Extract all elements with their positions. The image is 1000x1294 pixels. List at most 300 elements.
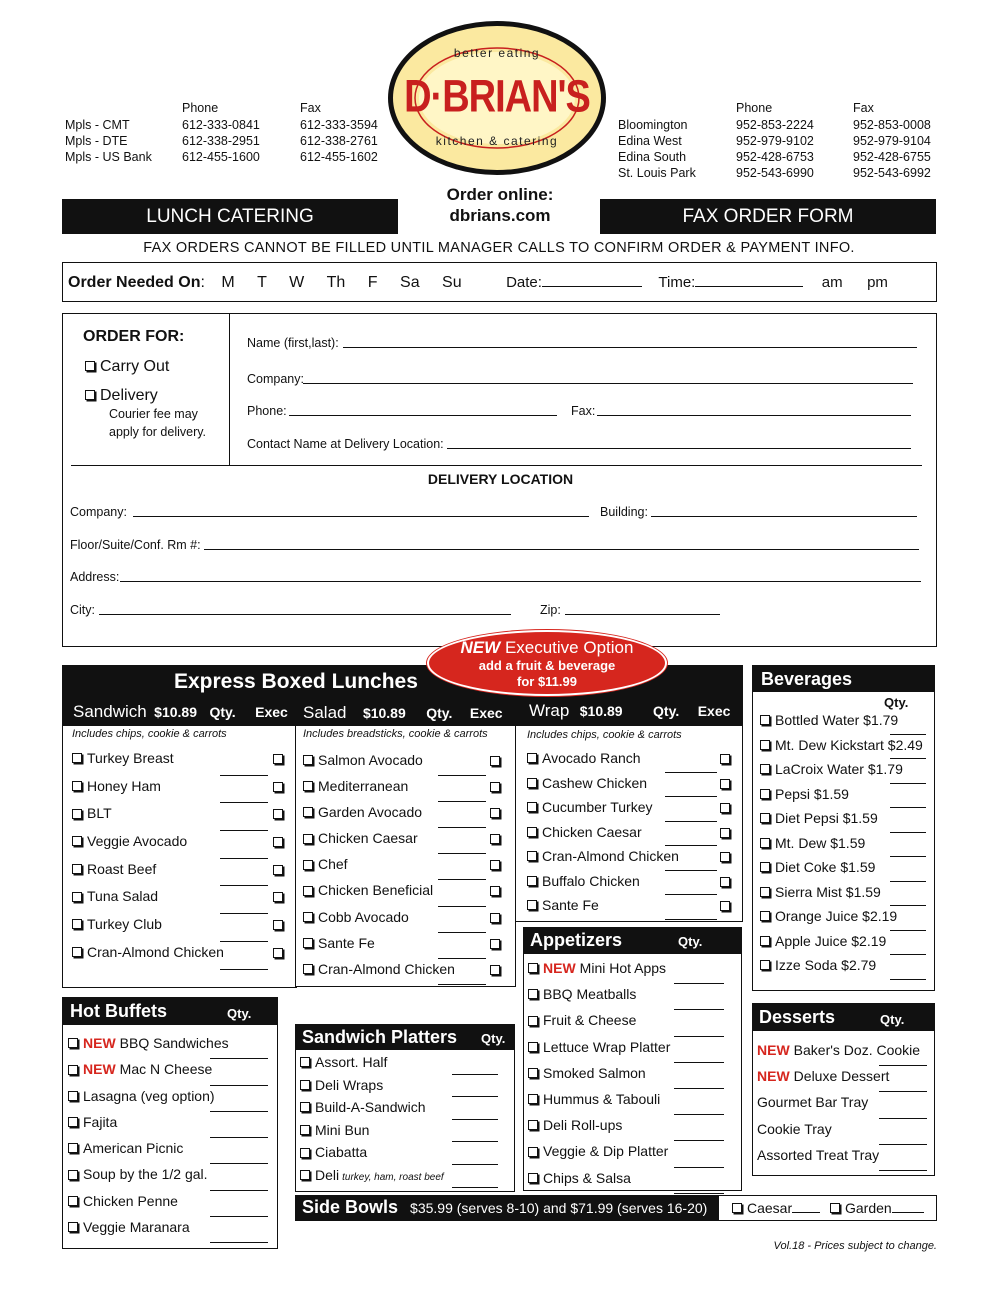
contact-label: Contact Name at Delivery Location: — [247, 437, 444, 451]
item-label: Deli Wraps — [315, 1076, 384, 1093]
item-label: Assorted Treat Tray — [757, 1146, 880, 1163]
time-field[interactable] — [695, 275, 803, 287]
list-item — [528, 1039, 738, 1065]
delivery-option[interactable]: Delivery — [85, 387, 158, 405]
checkbox-icon[interactable] — [303, 807, 313, 817]
item-label: Deluxe Dessert — [793, 1068, 890, 1085]
item-label: Ciabatta — [315, 1144, 368, 1161]
company-label: Company: — [247, 372, 304, 386]
checkbox-icon[interactable] — [527, 900, 537, 910]
qty-line[interactable] — [674, 1088, 724, 1089]
checkbox-icon[interactable] — [490, 756, 500, 766]
item-label: Soup by the 1/2 gal. — [83, 1166, 208, 1183]
qty-line[interactable] — [438, 853, 486, 854]
item-label: Salmon Avocado — [318, 752, 423, 768]
checkbox-icon[interactable] — [527, 753, 537, 763]
qty-line[interactable] — [879, 1091, 927, 1092]
checkbox-icon[interactable] — [68, 1117, 78, 1127]
checkbox-icon[interactable] — [720, 803, 730, 813]
checkbox-icon[interactable] — [760, 862, 770, 872]
checkbox-icon[interactable] — [68, 1038, 78, 1048]
sandwich-header: Sandwich $10.89 Qty. Exec — [73, 702, 288, 721]
checkbox-icon[interactable] — [273, 920, 283, 930]
city-field[interactable] — [99, 603, 511, 615]
item-label: Pepsi $1.59 — [775, 785, 849, 802]
appetizer-list — [528, 960, 738, 1196]
checkbox-icon[interactable] — [527, 876, 537, 886]
building-field[interactable] — [651, 505, 917, 517]
list-item — [303, 830, 511, 856]
wrap-header: Wrap $10.89 Qty. Exec — [529, 701, 731, 720]
qty-line[interactable] — [438, 879, 486, 880]
checkbox-icon[interactable] — [68, 1170, 78, 1180]
qty-line[interactable] — [674, 983, 724, 984]
list-item — [760, 835, 930, 860]
list-item — [300, 1099, 510, 1122]
checkbox-icon[interactable] — [527, 778, 537, 788]
list-item — [303, 909, 511, 935]
qty-line[interactable] — [879, 1065, 927, 1066]
qty-line[interactable] — [220, 941, 268, 942]
checkbox-icon[interactable] — [68, 1196, 78, 1206]
qty-line[interactable] — [665, 772, 717, 773]
qty-line[interactable] — [665, 845, 717, 846]
qty-line[interactable] — [220, 830, 268, 831]
item-label: Orange Juice $2.19 — [775, 908, 898, 924]
checkbox-icon[interactable] — [527, 851, 537, 861]
list-item — [528, 960, 738, 986]
checkbox-icon[interactable] — [490, 860, 500, 870]
list-item — [760, 933, 930, 958]
qty-line[interactable] — [210, 1137, 268, 1138]
loc-col-faxes: 612-333-3594 612-338-2761 612-455-1602 — [300, 118, 378, 164]
qty-line[interactable] — [665, 870, 717, 871]
qty-line[interactable] — [220, 802, 268, 803]
checkbox-icon[interactable] — [760, 911, 770, 921]
qty-line[interactable] — [210, 1190, 268, 1191]
qty-line[interactable] — [674, 1062, 724, 1063]
zip-field[interactable] — [565, 603, 720, 615]
qty-line[interactable] — [438, 827, 486, 828]
qty-line[interactable] — [665, 919, 717, 920]
day-t[interactable]: T — [257, 274, 267, 291]
list-item — [757, 1147, 932, 1173]
qty-line[interactable] — [452, 1119, 498, 1120]
item-label: Chips & Salsa — [543, 1169, 631, 1186]
platters-title: Sandwich Platters — [302, 1027, 458, 1047]
dessert-list — [757, 1042, 932, 1173]
item-label: Veggie Avocado — [87, 833, 188, 850]
desserts-qty: Qty. — [880, 1012, 905, 1027]
checkbox-icon[interactable] — [528, 1042, 538, 1052]
list-item — [528, 1117, 738, 1143]
side-bowls-text: Side Bowls $35.99 (serves 8-10) and $71.99 (serves 16-20) — [302, 1197, 708, 1217]
checkbox-icon[interactable] — [528, 1173, 538, 1183]
checkbox-icon[interactable] — [273, 754, 283, 764]
day-m[interactable]: M — [221, 274, 235, 291]
checkbox-icon[interactable] — [528, 1094, 538, 1104]
qty-line[interactable] — [879, 1170, 927, 1171]
checkbox-icon[interactable] — [303, 860, 313, 870]
item-label: Baker's Doz. Cookie — [793, 1042, 921, 1058]
checkbox-icon[interactable] — [720, 901, 730, 911]
loc-col-names: Mpls - CMT Mpls - DTE Mpls - US Bank — [65, 118, 152, 164]
company-field[interactable] — [303, 372, 913, 384]
item-label: BLT — [87, 805, 112, 822]
new-badge: NEW — [757, 1068, 790, 1085]
qty-line[interactable] — [438, 906, 486, 907]
item-label: Diet Pepsi $1.59 — [775, 810, 878, 826]
checkbox-icon[interactable] — [273, 782, 283, 792]
checkbox-icon[interactable] — [273, 892, 283, 902]
checkbox-icon[interactable] — [490, 808, 500, 818]
checkbox-icon[interactable] — [760, 813, 770, 823]
list-item — [300, 1167, 510, 1190]
list-item — [760, 908, 930, 933]
qty-line[interactable] — [220, 969, 268, 970]
salad-list — [303, 752, 511, 987]
notice: FAX ORDERS CANNOT BE FILLED UNTIL MANAGER CALLS TO CONFIRM ORDER & PAYMENT INFO. — [143, 240, 855, 256]
item-label: Chicken Caesar — [542, 823, 642, 840]
loc-col-names-right: Bloomington Edina West Edina South St. Louis Park — [618, 118, 696, 180]
date-label: Date: — [506, 274, 542, 291]
list-item — [303, 856, 511, 882]
checkbox-icon[interactable] — [303, 781, 313, 791]
item-label: Chicken Penne — [83, 1192, 178, 1209]
qty-line[interactable] — [210, 1242, 268, 1243]
checkbox-icon[interactable] — [760, 715, 770, 725]
day-f[interactable]: F — [367, 274, 378, 291]
checkbox-icon[interactable] — [273, 837, 283, 847]
checkbox-icon[interactable] — [760, 887, 770, 897]
list-item — [68, 1114, 274, 1140]
qty-line[interactable] — [890, 905, 926, 906]
fax-header-left: Fax — [300, 101, 321, 115]
qty-line[interactable] — [890, 881, 926, 882]
checkbox-icon[interactable] — [490, 782, 500, 792]
item-label: Sante Fe — [542, 897, 599, 913]
order-online-label: Order online: — [446, 185, 554, 204]
item-label: Hummus & Tabouli — [543, 1090, 661, 1107]
qty-line[interactable] — [674, 1036, 724, 1037]
beverages-qty: Qty. — [884, 695, 909, 710]
qty-line[interactable] — [890, 783, 926, 784]
item-label: Bottled Water $1.79 — [775, 712, 899, 728]
list-item — [300, 1122, 510, 1145]
qty-line[interactable] — [890, 832, 926, 833]
checkbox-icon[interactable] — [760, 838, 770, 848]
qty-line[interactable] — [890, 807, 926, 808]
checkbox-icon[interactable] — [528, 989, 538, 999]
building-label: Building: — [600, 505, 648, 519]
item-note: turkey, ham, roast beef — [342, 1171, 444, 1183]
appetizers-title: Appetizers — [530, 930, 623, 950]
checkbox-icon[interactable] — [303, 834, 313, 844]
fax-order-form-bar: FAX ORDER FORM — [600, 199, 936, 234]
checkbox-icon[interactable] — [72, 892, 82, 902]
appetizers-qty: Qty. — [678, 934, 703, 949]
order-for-title: ORDER FOR: — [83, 328, 185, 345]
contact-field[interactable] — [447, 437, 911, 449]
checkbox-icon[interactable] — [303, 912, 313, 922]
checkbox-icon[interactable] — [760, 789, 770, 799]
hot-buffets-qty: Qty. — [227, 1006, 252, 1021]
delivery-divider — [71, 465, 922, 466]
item-label: Tuna Salad — [87, 888, 159, 905]
checkbox-icon[interactable] — [300, 1125, 310, 1135]
order-needed-label: Order Needed On — [68, 274, 201, 291]
qty-line[interactable] — [879, 1118, 927, 1119]
order-online-url[interactable]: dbrians.com — [449, 206, 551, 225]
qty-line[interactable] — [890, 856, 926, 857]
item-label: Avocado Ranch — [542, 750, 641, 766]
checkbox-icon[interactable] — [72, 836, 82, 846]
list-item — [757, 1094, 932, 1120]
list-item — [527, 897, 737, 922]
list-item — [72, 805, 292, 833]
checkbox-icon[interactable] — [720, 779, 730, 789]
item-label: Mini Bun — [315, 1121, 370, 1138]
list-item — [528, 1091, 738, 1117]
item-label: Cran-Almond Chicken — [318, 960, 455, 977]
item-label: Roast Beef — [87, 860, 157, 877]
list-item — [303, 935, 511, 961]
address-label: Address: — [70, 570, 120, 584]
del-company-field[interactable] — [133, 505, 589, 517]
qty-line[interactable] — [674, 1009, 724, 1010]
checkbox-icon[interactable] — [68, 1143, 78, 1153]
item-label: Lettuce Wrap Platter — [543, 1038, 671, 1055]
delivery-location-title: DELIVERY LOCATION — [427, 471, 574, 487]
checkbox-icon[interactable] — [528, 1016, 538, 1026]
qty-line[interactable] — [890, 930, 926, 931]
checkbox-icon[interactable] — [303, 938, 313, 948]
checkbox-icon[interactable] — [490, 965, 500, 975]
qty-line[interactable] — [220, 885, 268, 886]
qty-line[interactable] — [210, 1163, 268, 1164]
checkbox-icon[interactable] — [490, 886, 500, 896]
city-label: City: — [70, 603, 95, 617]
loc-col-phones: 612-333-0841 612-338-2951 612-455-1600 — [182, 118, 260, 164]
qty-line[interactable] — [674, 1193, 724, 1194]
time-label: Time: — [658, 274, 696, 291]
qty-line[interactable] — [674, 1114, 724, 1115]
sandwich-note: Includes chips, cookie & carrots — [72, 728, 227, 740]
qty-line[interactable] — [452, 1164, 498, 1165]
order-needed-row: Order Needed On: M T W Th F Sa Su Date: Time: am pm — [68, 274, 888, 291]
new-badge: NEW — [543, 960, 576, 976]
qty-line[interactable] — [890, 734, 926, 735]
day-w[interactable]: W — [289, 274, 305, 291]
item-label: Smoked Salmon — [543, 1064, 646, 1081]
qty-line[interactable] — [665, 894, 717, 895]
item-label: Turkey Club — [87, 916, 162, 933]
checkbox-icon[interactable] — [760, 740, 770, 750]
name-field[interactable] — [343, 336, 917, 348]
garden-option[interactable]: Garden — [830, 1200, 924, 1216]
qty-line[interactable] — [210, 1085, 268, 1086]
item-label: Mediterranean — [318, 778, 409, 795]
list-item — [760, 859, 930, 884]
checkbox-icon[interactable] — [72, 753, 82, 763]
checkbox-icon[interactable] — [72, 947, 82, 957]
day-sa[interactable]: Sa — [400, 274, 420, 291]
am-option[interactable]: am — [821, 274, 843, 291]
checkbox-icon[interactable] — [85, 390, 95, 400]
qty-line[interactable] — [438, 801, 486, 802]
qty-line[interactable] — [220, 858, 268, 859]
fax-field[interactable] — [597, 404, 911, 416]
checkbox-icon[interactable] — [527, 827, 537, 837]
checkbox-icon[interactable] — [490, 834, 500, 844]
qty-line[interactable] — [674, 1167, 724, 1168]
checkbox-icon[interactable] — [303, 886, 313, 896]
qty-line[interactable] — [890, 979, 926, 980]
qty-line[interactable] — [890, 954, 926, 955]
beverages-title: Beverages — [761, 669, 853, 689]
floor-field[interactable] — [204, 538, 919, 550]
item-label: Mini Hot Apps — [579, 960, 667, 976]
checkbox-icon[interactable] — [830, 1203, 840, 1213]
list-item — [303, 882, 511, 908]
item-label: Assort. Half — [315, 1054, 388, 1070]
checkbox-icon[interactable] — [528, 1147, 538, 1157]
item-label: Mt. Dew Kickstart $2.49 — [775, 736, 923, 753]
item-label: Cashew Chicken — [542, 774, 648, 791]
qty-line[interactable] — [210, 1216, 268, 1217]
checkbox-icon[interactable] — [273, 948, 283, 958]
checkbox-icon[interactable] — [68, 1222, 78, 1232]
checkbox-icon[interactable] — [68, 1091, 78, 1101]
qty-line[interactable] — [452, 1187, 498, 1188]
checkbox-icon[interactable] — [85, 361, 95, 371]
checkbox-icon[interactable] — [300, 1148, 310, 1158]
pm-option[interactable]: pm — [867, 274, 888, 291]
wrap-note: Includes chips, cookie & carrots — [527, 729, 682, 741]
checkbox-icon[interactable] — [720, 852, 730, 862]
loc-col-faxes-right: 952-853-0008 952-979-9104 952-428-6755 952-543-6992 — [853, 118, 931, 180]
qty-line[interactable] — [665, 821, 717, 822]
qty-line[interactable] — [438, 932, 486, 933]
qty-line[interactable] — [665, 796, 717, 797]
new-badge: NEW — [757, 1042, 790, 1058]
checkbox-icon[interactable] — [303, 755, 313, 765]
logo-top: better eating — [453, 46, 541, 60]
checkbox-icon[interactable] — [720, 754, 730, 764]
order-for-divider — [229, 314, 230, 466]
item-label: Sante Fe — [318, 934, 375, 951]
qty-line[interactable] — [210, 1111, 268, 1112]
address-field[interactable] — [120, 570, 921, 582]
new-badge: NEW — [83, 1035, 116, 1051]
checkbox-icon[interactable] — [72, 864, 82, 874]
list-item — [72, 888, 292, 916]
day-th[interactable]: Th — [326, 274, 346, 291]
list-item — [72, 861, 292, 889]
checkbox-icon[interactable] — [273, 865, 283, 875]
checkbox-icon[interactable] — [527, 802, 537, 812]
qty-line[interactable] — [438, 958, 486, 959]
logo-name: D·BRIAN'S — [404, 71, 590, 123]
phone-field[interactable] — [289, 404, 557, 416]
carry-out-option[interactable]: Carry Out — [85, 358, 169, 376]
checkbox-icon[interactable] — [303, 964, 313, 974]
list-item — [528, 1012, 738, 1038]
checkbox-icon[interactable] — [300, 1102, 310, 1112]
checkbox-icon[interactable] — [72, 919, 82, 929]
checkbox-icon[interactable] — [300, 1057, 310, 1067]
fax-label: Fax: — [571, 404, 596, 418]
qty-line[interactable] — [452, 1141, 498, 1142]
checkbox-icon[interactable] — [760, 936, 770, 946]
checkbox-icon[interactable] — [760, 764, 770, 774]
qty-line[interactable] — [438, 984, 486, 985]
item-label: Chicken Caesar — [318, 830, 418, 847]
beverage-list — [760, 712, 930, 982]
order-info-box — [62, 313, 937, 647]
checkbox-icon[interactable] — [72, 781, 82, 791]
qty-line[interactable] — [438, 775, 486, 776]
qty-line[interactable] — [452, 1096, 498, 1097]
item-label: BBQ Sandwiches — [119, 1035, 229, 1051]
item-label: Fruit & Cheese — [543, 1012, 637, 1029]
qty-line[interactable] — [452, 1074, 498, 1075]
item-label: Honey Ham — [87, 777, 161, 794]
salad-header: Salad $10.89 Qty. Exec — [303, 703, 503, 722]
list-item — [760, 737, 930, 762]
hot-buffet-list — [68, 1035, 274, 1245]
checkbox-icon[interactable] — [720, 877, 730, 887]
wrap-list — [527, 750, 737, 922]
checkbox-icon[interactable] — [68, 1065, 78, 1075]
list-item — [528, 1143, 738, 1169]
list-item — [68, 1219, 274, 1245]
phone-label: Phone: — [247, 404, 287, 418]
fax-header-right: Fax — [853, 101, 874, 115]
qty-line[interactable] — [674, 1140, 724, 1141]
item-label: Deli — [315, 1166, 340, 1183]
checkbox-icon[interactable] — [300, 1170, 310, 1180]
item-label: American Picnic — [83, 1140, 184, 1157]
qty-line[interactable] — [220, 775, 268, 776]
list-item — [68, 1193, 274, 1219]
checkbox-icon[interactable] — [300, 1080, 310, 1090]
checkbox-icon[interactable] — [528, 1120, 538, 1130]
list-item — [760, 761, 930, 786]
checkbox-icon[interactable] — [72, 809, 82, 819]
checkbox-icon[interactable] — [490, 939, 500, 949]
list-item — [68, 1166, 274, 1192]
platters-qty: Qty. — [481, 1031, 506, 1046]
qty-line[interactable] — [890, 758, 926, 759]
qty-line[interactable] — [879, 1144, 927, 1145]
checkbox-icon[interactable] — [273, 809, 283, 819]
caesar-option[interactable]: Caesar — [732, 1200, 820, 1216]
checkbox-icon[interactable] — [528, 1068, 538, 1078]
list-item — [303, 778, 511, 804]
list-item — [760, 957, 930, 982]
checkbox-icon[interactable] — [490, 913, 500, 923]
checkbox-icon[interactable] — [720, 828, 730, 838]
checkbox-icon[interactable] — [732, 1203, 742, 1213]
day-su[interactable]: Su — [442, 274, 462, 291]
date-field[interactable] — [542, 275, 642, 287]
qty-line[interactable] — [220, 913, 268, 914]
qty-line[interactable] — [210, 1058, 268, 1059]
checkbox-icon[interactable] — [760, 960, 770, 970]
item-label: Deli Roll-ups — [543, 1117, 623, 1134]
checkbox-icon[interactable] — [528, 963, 538, 973]
